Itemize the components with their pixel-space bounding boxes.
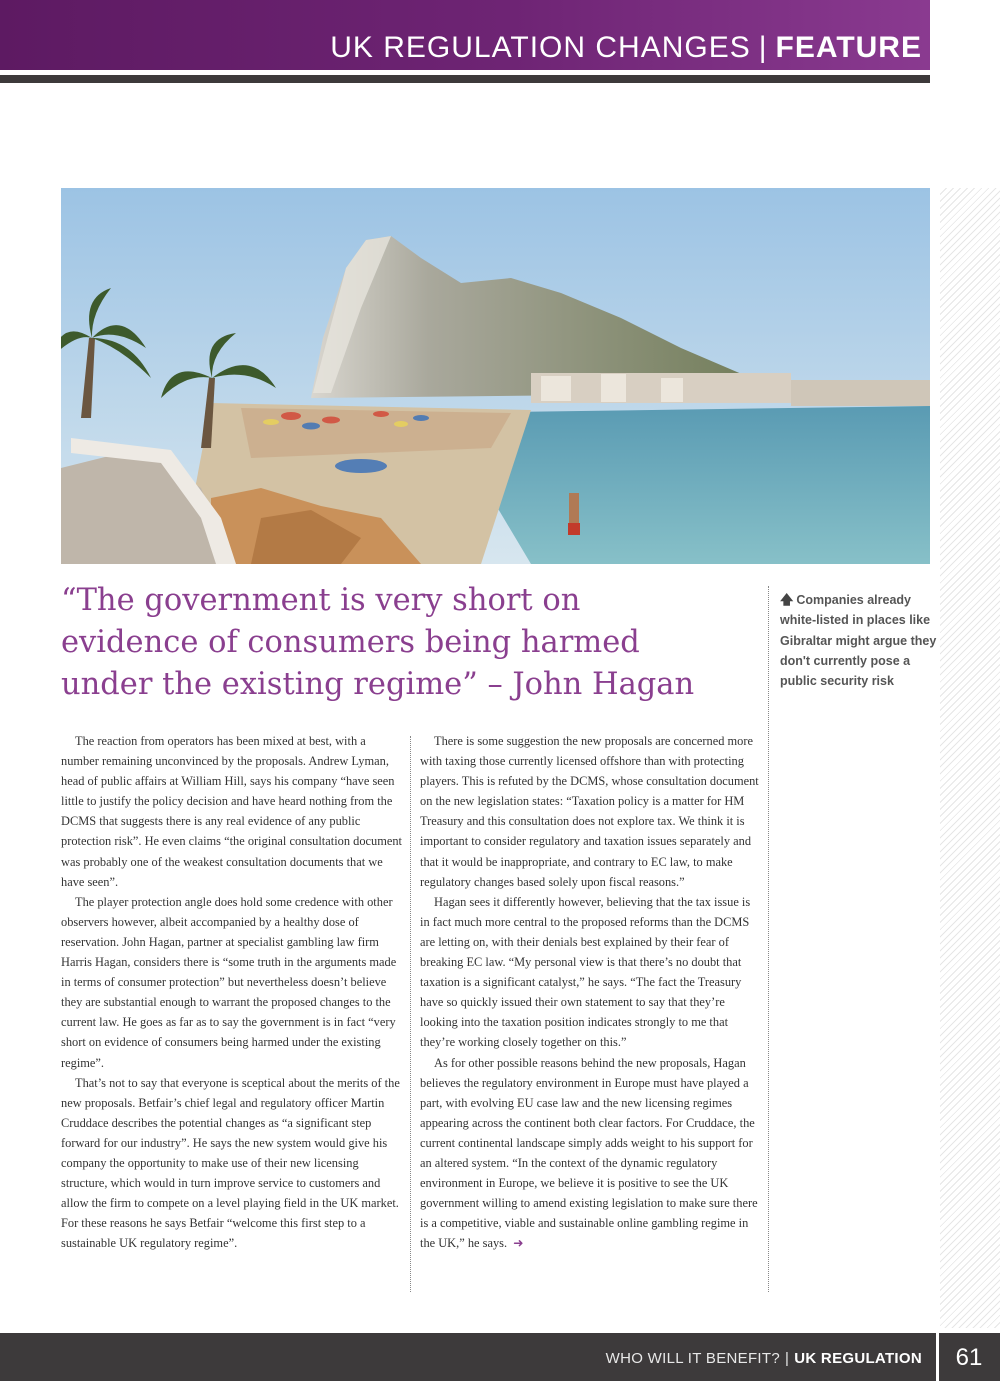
footer-label	[606, 1346, 922, 1370]
caption-divider	[768, 586, 769, 1292]
paragraph: The reaction from operators has been mixed at best, with a number remaining unconvinced by the proposals. Andrew Lyman, head of public affairs at William Hill, says his company “have seen little to justify the policy decision and have heard nothing from the DCMS that suggests there is any real evidence of any public protection risk”. He even claims “the original consultation document was probably one of the weakest consultation documents that we have seen”.	[61, 734, 402, 889]
paragraph: That’s not to say that everyone is sceptical about the merits of the new proposals. Betfair’s chief legal and regulatory officer Martin Cruddace describes the potential changes as “a significant step forward for our industry”. He says the new system would give his company the opportunity to make use of their new licensing structure, which would in turn improve service to customers and allow the firm to compete on a level playing field in the UK market. For these reasons he says Betfair “welcome this first step to a sustainable UK regulatory regime”.	[61, 1075, 400, 1251]
pull-quote: “The government is very short on evidence of consumers being harmed under the existing regime” – John Hagan	[61, 583, 695, 702]
header-title	[330, 28, 922, 68]
photo-gibraltar-beach	[61, 188, 930, 564]
article-column-1	[61, 731, 403, 1253]
photo-caption	[780, 590, 940, 691]
article-column-2	[420, 731, 762, 1253]
paragraph: The player protection angle does hold some credence with other observers however, albeit accompanied by a healthy dose of reservation. John Hagan, partner at specialist gambling law firm Harris Hagan, considers there is “some truth in the arguments made in terms of consumer protection” but nevertheless doesn’t believe they are substantial enough to warrant the proposed changes to the current law. He goes as far as to say the government is in fact “very short on evidence of consumers being harmed under the existing regime”.	[61, 894, 397, 1070]
footer-section: WHO WILL IT BENEFIT?	[605, 1349, 780, 1367]
page-number: 61	[955, 1344, 983, 1371]
header-separator: |	[758, 31, 768, 64]
header-category: FEATURE	[775, 31, 922, 64]
header-rule	[0, 75, 930, 83]
hatched-margin	[940, 188, 1000, 1328]
paragraph-text: As for other possible reasons behind the new proposals, Hagan believes the regulatory environment in Europe must have played a part, with evolving EU case law and the new licensing regimes appearing across the continent both clear factors. For Cruddace, the current continental landscape simply adds weight to his support for an altered system. “In the context of the dynamic regulatory environment in Europe, we believe it is positive to see the UK government willing to amend existing legislation to make sure there is a competitive, viable and sustainable online gambling regime in the UK,” he says.	[420, 1055, 758, 1251]
footer-separator: |	[785, 1349, 790, 1367]
paragraph	[420, 1053, 762, 1254]
arrow-up-icon: 🡅	[780, 592, 794, 607]
arrow-right-icon: ➜	[513, 1235, 524, 1251]
paragraph: There is some suggestion the new proposals are concerned more with taxing those currently licensed offshore than with protecting players. This is refuted by the DCMS, whose consultation document on the new legislation states: “Taxation policy is a matter for HM Treasury and this consultation does not explore tax. We think it is important to consider regulatory and taxation issues separately and that it would be inappropriate, and contrary to EC law, to make regulatory changes based solely upon fiscal reasons.”	[420, 734, 759, 889]
footer-topic: UK REGULATION	[794, 1349, 922, 1367]
header-section: UK REGULATION CHANGES	[330, 31, 751, 64]
paragraph: Hagan sees it differently however, believing that the tax issue is in fact much more central to the proposed reforms than the DCMS are letting on, with their denials best explained by their fear of breaking EC law. “My personal view is that there’s no doubt that taxation is a significant catalyst,” he says. “The fact the Treasury have so quickly issued their own statement to say that they’re looking into the taxation position indicates strongly to me that they’re working closely together on this.”	[420, 894, 751, 1050]
caption-text: Companies already white-listed in places like Gibraltar might argue they don't currently pose a public security risk	[780, 593, 937, 689]
footer-divider	[936, 1333, 939, 1381]
column-divider	[410, 736, 411, 1292]
